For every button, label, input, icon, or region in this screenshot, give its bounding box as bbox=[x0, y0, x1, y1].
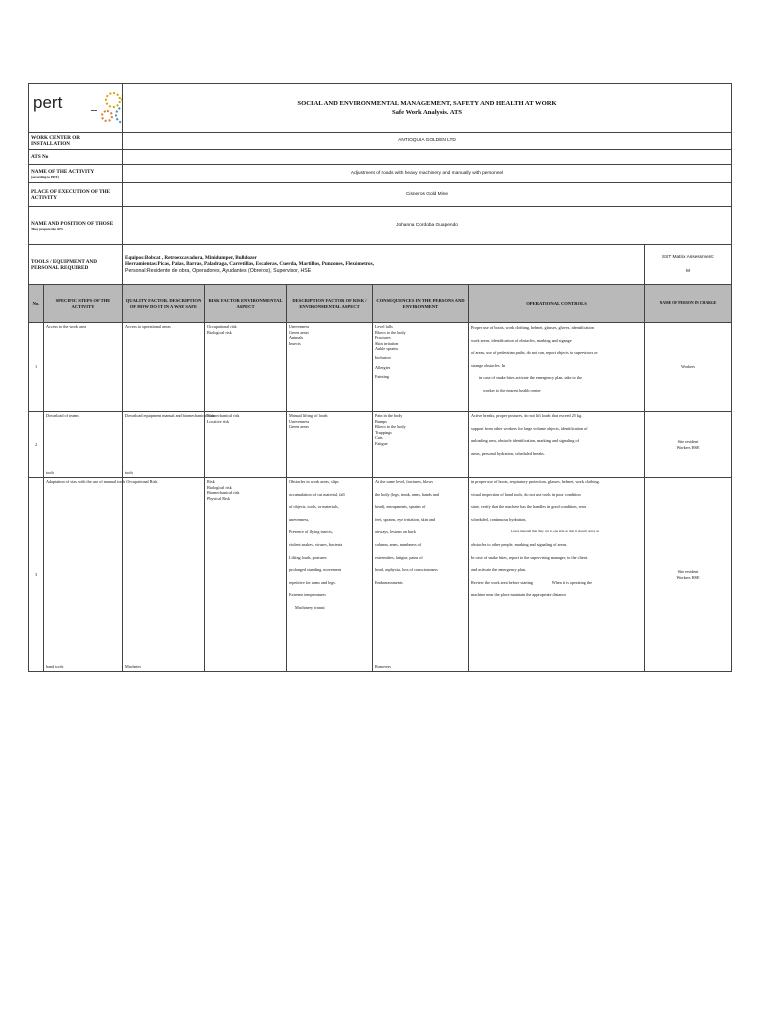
description-item: of objects, tools, or materials, bbox=[289, 504, 339, 510]
consequence-item: feet, sprains, eye irritation, skin and bbox=[375, 516, 436, 522]
step-text-bottom: hand tools bbox=[46, 664, 64, 670]
table-row bbox=[29, 412, 732, 478]
risk-item: Locative risk bbox=[207, 418, 229, 424]
tools-tools: Herramientas:Picas, Palas, Barras, Paladraga, Carretillas, Escaleras, Cuerda, Martillos, Punzones, Flexómetros, bbox=[125, 261, 374, 268]
quality-text: Download equipment manual and biomechanical risk bbox=[125, 413, 215, 418]
col-consequences: CONSEQUENCES IN THE PERSONS AND ENVIRONMENT bbox=[373, 285, 469, 323]
risk-item: Biological risk bbox=[207, 329, 232, 335]
tools-label: TOOLS / EQUIPMENT AND PERSONAL REQUIRED bbox=[29, 245, 123, 285]
gear-icon bbox=[101, 110, 113, 122]
consequences-cell bbox=[373, 412, 469, 478]
control-item: worker to the nearest health center bbox=[483, 387, 541, 393]
consequence-item: Embarrassments bbox=[375, 579, 403, 585]
control-item: areas, personal hydration, scheduled breaks. bbox=[471, 450, 545, 456]
risk-item: Biomechanical risk bbox=[207, 490, 240, 496]
description-item: Green areas bbox=[289, 424, 309, 430]
step-text: Download of teams bbox=[46, 413, 79, 418]
description-cell bbox=[287, 412, 373, 478]
control-item: scheduled, continuous hydration, bbox=[471, 516, 527, 522]
activity-row bbox=[29, 165, 732, 183]
description-item: Obstacles in work areas, slips bbox=[289, 479, 339, 484]
subtitle-line: Safe Work Analysis. ATS bbox=[391, 109, 463, 116]
quality-cell bbox=[123, 478, 205, 672]
risk-item: Physical Risk bbox=[207, 495, 230, 501]
consequence-item: head), entrapments, sprains of bbox=[375, 504, 426, 510]
ats-form bbox=[28, 83, 731, 672]
control-item: Proper use of boots, work clothing, helmet, glasses, gloves, identification bbox=[471, 325, 594, 330]
place-label: PLACE OF EXECUTION OF THE ACTIVITY bbox=[29, 183, 123, 207]
col-risk-factor: RISK FACTOR ENVIRONMENTAL ASPECT bbox=[205, 285, 287, 323]
consequence-item: Allergies bbox=[375, 364, 391, 370]
ats-no-value bbox=[123, 150, 732, 165]
quality-text-bottom: tools bbox=[125, 470, 134, 476]
control-item: strange obstacles. In bbox=[471, 362, 506, 368]
place-value: Cisneros Gold Mine bbox=[123, 183, 732, 207]
controls-cell bbox=[469, 412, 645, 478]
control-item: Review the work area before starting When it is operating the bbox=[471, 579, 592, 585]
logo-dash bbox=[91, 110, 97, 111]
col-description-factor: DESCRIPTION FACTOR OF RISK / ENVIRONMENTAL ASPECT bbox=[287, 285, 373, 323]
control-item: In case of snake bites, report to the supervising manager, to the client. bbox=[471, 554, 588, 560]
consequence-item: Cuts bbox=[375, 435, 383, 441]
table-row bbox=[29, 323, 732, 412]
risk-item: Risk bbox=[207, 479, 215, 484]
prepared-row bbox=[29, 207, 732, 245]
consequence-item: Fractures bbox=[375, 335, 391, 341]
tools-equipment: Equipos:Bobcat , Retroexcavadora, Minidumper, Bulldozer bbox=[125, 255, 257, 262]
risk-item: Biological risk bbox=[207, 484, 232, 490]
step-cell: Access to the work area bbox=[44, 323, 123, 412]
consequences-cell bbox=[373, 478, 469, 672]
header-row bbox=[29, 84, 732, 133]
title-line: SOCIAL AND ENVIRONMENTAL MANAGEMENT, SAFETY AND HEALTH AT WORK bbox=[297, 100, 557, 107]
activity-value: Adjustment of roads with heavy machinery and manually with personnel bbox=[123, 165, 732, 183]
row-number: 1 bbox=[29, 323, 44, 412]
quality-cell: Access to operational areas bbox=[123, 323, 205, 412]
description-item: Lifting loads, postures bbox=[289, 554, 327, 560]
description-item: Insects bbox=[289, 340, 301, 346]
consequences-cell bbox=[373, 323, 469, 412]
prepared-label-text: NAME AND POSITION OF THOSE bbox=[31, 220, 114, 227]
control-item: obstacles to other people, marking and signaling of areas. bbox=[471, 541, 568, 547]
description-item: Unevenness bbox=[289, 418, 310, 424]
consequence-item: Runovers bbox=[375, 664, 392, 670]
consequence-item: Ankle sprains bbox=[375, 346, 399, 352]
ats-no-row bbox=[29, 150, 732, 165]
consequence-item: the body (legs, trunk, arms, hands and bbox=[375, 491, 439, 497]
gear-icon bbox=[105, 92, 121, 108]
risk-cell bbox=[205, 323, 287, 412]
row-number: 2 bbox=[29, 412, 44, 478]
row-number: 3 bbox=[29, 478, 44, 672]
description-item: Presence of flying insects, bbox=[289, 529, 333, 535]
description-item: Green areas bbox=[289, 329, 309, 335]
work-center-label: WORK CENTER OR INSTALLATION bbox=[29, 133, 123, 150]
description-item: prolonged standing, movement bbox=[289, 567, 341, 573]
person-cell: Site resident Workers HSE bbox=[645, 412, 732, 478]
consequence-item: Trappings bbox=[375, 429, 392, 435]
description-item: Machinery transit bbox=[295, 604, 325, 610]
gear-icon bbox=[115, 106, 123, 124]
sst-label: SST Matrix Assessment: bbox=[661, 254, 715, 260]
control-item: state, verify that the machete has the handles in good condition, rests bbox=[471, 504, 587, 510]
quality-text-bottom: Machetes bbox=[125, 664, 142, 670]
ats-table bbox=[28, 83, 732, 672]
sst-value: M bbox=[686, 268, 691, 274]
person-cell: Workers bbox=[645, 323, 732, 412]
activity-sublabel: (according to PDT) bbox=[31, 174, 59, 179]
tools-row bbox=[29, 245, 732, 285]
prepared-sublabel: They prepare the ATS bbox=[31, 226, 63, 231]
control-item: unloading area, obstacle identification, marking and signaling of bbox=[471, 438, 580, 444]
col-quality-factor: QUALITY FACTOR. DESCRIPTION OF HOW DO IT IN A WAY SAFE bbox=[123, 285, 205, 323]
work-center-row bbox=[29, 133, 732, 150]
controls-cell bbox=[469, 478, 645, 672]
consequence-item: Bumps bbox=[375, 418, 387, 424]
control-item: and activate the emergency plan. bbox=[471, 567, 526, 573]
description-item: violent snakes, viruses, bacteria bbox=[289, 541, 343, 547]
col-operational-controls: OPERATIONAL CONTROLS bbox=[469, 285, 645, 323]
control-item: in proper use of boots, respiratory protection, glasses, helmet, work clothing. bbox=[471, 479, 600, 484]
activity-label-text: NAME OF THE ACTIVITY bbox=[31, 168, 95, 175]
control-item: work areas, identification of obstacles, marking and signage bbox=[471, 337, 572, 343]
consequence-item: Inclusion bbox=[375, 354, 391, 360]
control-item: support from other workers for large volume objects, identification of bbox=[471, 425, 588, 431]
consequence-item: Pain in the body bbox=[375, 413, 403, 418]
control-item: Leave material that they cut to one side so that it doesn't serve as bbox=[511, 529, 599, 534]
consequence-item: Fainting bbox=[375, 374, 389, 380]
risk-item: Occupational risk bbox=[207, 324, 237, 329]
consequence-item: extremities, fatigue, pains of bbox=[375, 554, 423, 560]
control-item: visual inspection of hand tools, do not use tools in poor condition bbox=[471, 491, 581, 497]
work-center-value: ANTIOQUIA GOLDEN LTD bbox=[123, 133, 732, 150]
prepared-value: Johanna Cordoba Guapendo bbox=[123, 207, 732, 245]
tools-value bbox=[123, 245, 645, 285]
description-item: Unevenness bbox=[289, 324, 310, 329]
description-item: Animals bbox=[289, 335, 304, 341]
control-item: Active breaks, proper postures, do not lift loads that exceed 25 kg. bbox=[471, 413, 583, 418]
column-header-row bbox=[29, 285, 732, 323]
step-cell bbox=[44, 412, 123, 478]
consequence-item: airways, lesions on back bbox=[375, 529, 416, 535]
control-item: of areas, use of pedestrian paths, do not run, report objects to supervisors or bbox=[471, 350, 598, 356]
risk-cell bbox=[205, 412, 287, 478]
consequence-item: Blows to the body bbox=[375, 329, 406, 335]
description-item: unevenness, bbox=[289, 516, 310, 522]
place-row bbox=[29, 183, 732, 207]
activity-label bbox=[29, 165, 123, 183]
description-item: Manual lifting of loads bbox=[289, 413, 328, 418]
quality-cell bbox=[123, 412, 215, 478]
consequence-item: head, asphyxia, loss of consciousness bbox=[375, 567, 438, 573]
logo-text: pert bbox=[33, 93, 63, 112]
sst-assessment bbox=[645, 245, 732, 285]
prepared-label bbox=[29, 207, 123, 245]
step-text-bottom: tools bbox=[46, 470, 55, 476]
risk-item: Biomechanical risk bbox=[207, 413, 240, 418]
control-item: in case of snake bites activate the emergency plan, take to the bbox=[479, 375, 582, 381]
description-item: accumulation of cut material, fall bbox=[289, 491, 345, 497]
consequence-item: At the same level, fractures, blows bbox=[375, 479, 434, 484]
control-item: machine near the place maintain the appropriate distance bbox=[471, 592, 567, 598]
consequence-item: Blows to the body bbox=[375, 424, 406, 430]
company-logo bbox=[29, 84, 123, 133]
ats-no-label: ATS No bbox=[29, 150, 123, 165]
risk-cell bbox=[205, 478, 287, 672]
col-no: No. bbox=[29, 285, 44, 323]
description-item: Extreme temperatures bbox=[289, 592, 326, 598]
controls-cell bbox=[469, 323, 645, 412]
consequence-item: column, arms, numbness of bbox=[375, 541, 422, 547]
description-cell bbox=[287, 323, 373, 412]
consequence-item: Level falls bbox=[375, 324, 393, 329]
col-person-in-charge: NAME OF PERSON IN CHARGE bbox=[645, 285, 732, 323]
description-item: repetitive for arms and legs. bbox=[289, 579, 336, 585]
consequence-item: Skin irritation bbox=[375, 340, 399, 346]
description-cell bbox=[287, 478, 373, 672]
tools-personnel: Personal:Residente de obra, Operadores, Ayudantes (Obreros), Supervisor, HSE bbox=[125, 267, 312, 274]
consequence-item: Fatigue bbox=[375, 440, 388, 446]
document-title bbox=[123, 84, 732, 133]
person-cell: Site resident Workers HSE bbox=[645, 478, 732, 672]
table-row bbox=[29, 478, 732, 672]
step-text: Adaptation of vias with the use of manual tools Occupational Risk bbox=[46, 479, 158, 484]
col-specific-steps: SPECIFIC STEPS OF THE ACTIVITY bbox=[44, 285, 123, 323]
